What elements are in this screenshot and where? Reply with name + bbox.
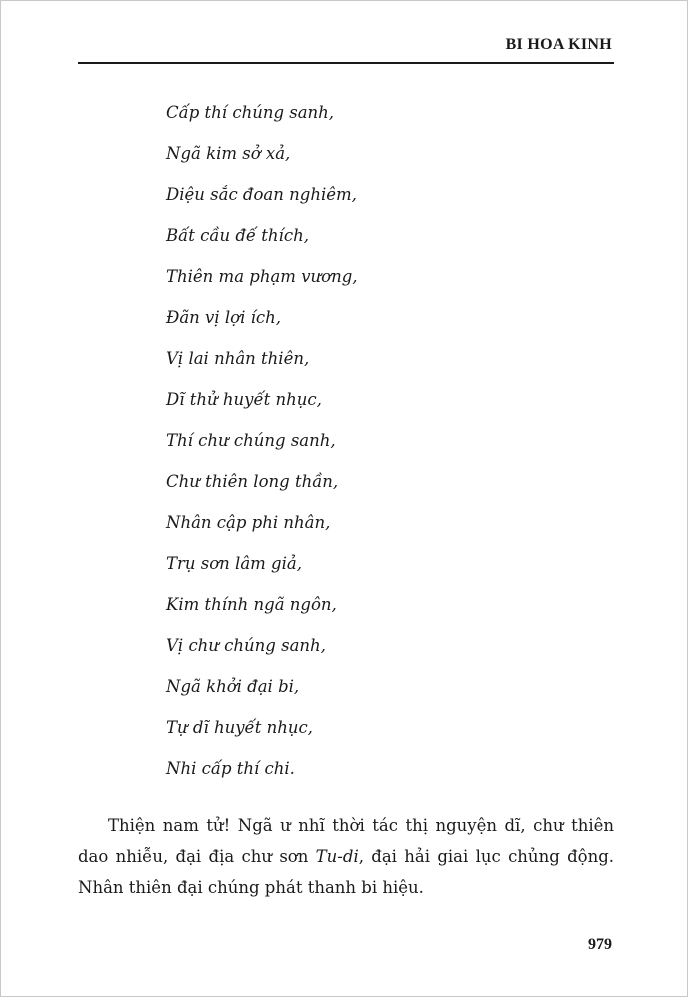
verse-line: Thí chư chúng sanh, bbox=[166, 431, 336, 450]
prose-text-before: Thiện nam tử! Ngã ư nhĩ thời tác thị nguyện dĩ, chư thiên dao nhiễu, đại địa chư sơn bbox=[78, 816, 614, 866]
prose-text-after: , đại hải giai lục chủng động. Nhân thiên đại chúng phát thanh bi hiệu. bbox=[78, 847, 614, 897]
verse-line: Trụ sơn lâm giả, bbox=[166, 554, 302, 573]
verse-line: Cấp thí chúng sanh, bbox=[166, 103, 335, 122]
prose-paragraph bbox=[78, 810, 614, 903]
page-number: 979 bbox=[588, 936, 612, 953]
verse-line: Diệu sắc đoan nghiêm, bbox=[166, 185, 357, 204]
verse-line: Ngã khởi đại bi, bbox=[166, 677, 300, 696]
verse-line: Vị chư chúng sanh, bbox=[166, 636, 326, 655]
verse-line: Kim thính ngã ngôn, bbox=[166, 595, 337, 614]
verse-line: Bất cầu đế thích, bbox=[166, 226, 309, 245]
prose-italic-term: Tu-di bbox=[315, 847, 359, 866]
verse-line: Đãn vị lợi ích, bbox=[166, 308, 281, 327]
verse-line: Nhi cấp thí chi. bbox=[166, 759, 295, 778]
verse-line: Ngã kim sở xả, bbox=[166, 144, 291, 163]
verse-block bbox=[166, 92, 358, 789]
verse-line: Vị lai nhân thiên, bbox=[166, 349, 310, 368]
verse-line: Dĩ thử huyết nhục, bbox=[166, 390, 322, 409]
verse-line: Thiên ma phạm vương, bbox=[166, 267, 358, 286]
header-rule bbox=[78, 62, 614, 64]
verse-line: Chư thiên long thần, bbox=[166, 472, 339, 491]
running-head-title: BI HOA KINH bbox=[505, 36, 612, 53]
verse-line: Nhân cập phi nhân, bbox=[166, 513, 331, 532]
verse-line: Tự dĩ huyết nhục, bbox=[166, 718, 313, 737]
